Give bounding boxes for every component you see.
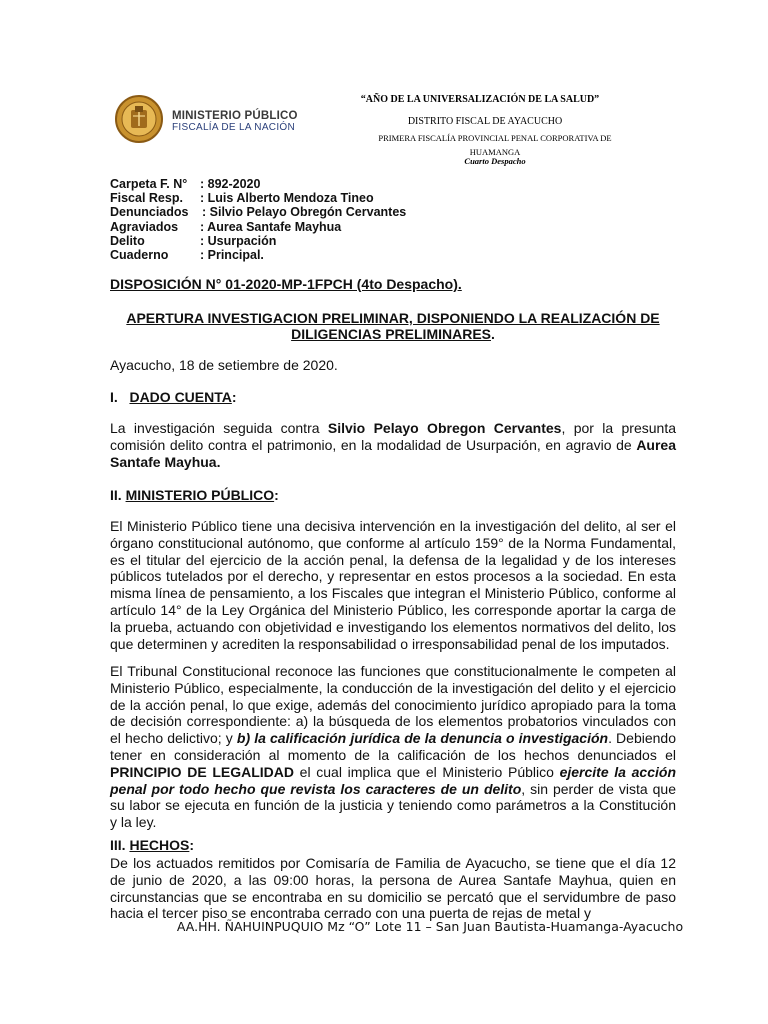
text-run: el cual implica que el Ministerio Público bbox=[294, 763, 560, 780]
case-row-cuaderno bbox=[110, 248, 406, 262]
emphasis-text: ejercite la acción penal por todo hecho que revista los caracteres de un delito bbox=[110, 763, 676, 797]
text-run: . Debiendo tener en consideración al momento de la calificación de los hechos denunciados el bbox=[110, 730, 676, 763]
case-label: Cuaderno bbox=[110, 248, 169, 263]
paragraph-hechos: De los actuados remitidos por Comisaría de Familia de Ayacucho, se tiene que el día 12 de junio de 2020, a las 09:00 horas, la persona de Aurea Santafe Mayhua, quien en circunstancias que se encontraba en su domicilio se percató que el servidumbre de paso hacia el tercer piso se encontraba cerrado con una puerta de rejas de metal y bbox=[110, 855, 676, 922]
footer-address: AA.HH. ÑAHUINPUQUIO Mz “O” Lote 11 – San Juan Bautista-Huamanga-Ayacucho bbox=[176, 919, 684, 934]
case-row-denunciados bbox=[110, 205, 406, 219]
apertura-text: APERTURA INVESTIGACION PRELIMINAR, DISPONIENDO LA REALIZACIÓN DE DILIGENCIAS PRELIMINARES bbox=[126, 310, 660, 342]
apertura-heading bbox=[110, 310, 676, 342]
logo-subtitle: FISCALÍA DE LA NACIÓN bbox=[172, 122, 296, 133]
case-value: : Luis Alberto Mendoza Tineo bbox=[200, 191, 374, 206]
logo-title: MINISTERIO PÚBLICO bbox=[172, 110, 298, 122]
fiscalia-name bbox=[345, 131, 645, 159]
paragraph-dado-cuenta bbox=[110, 420, 676, 470]
section-colon: : bbox=[274, 487, 279, 503]
case-row-fiscal bbox=[110, 191, 406, 205]
case-value: : 892-2020 bbox=[200, 177, 261, 191]
case-label: Delito bbox=[110, 233, 145, 248]
disposicion-text: DISPOSICIÓN N° 01-2020-MP-1FPCH (4to Despacho) bbox=[110, 276, 458, 292]
year-motto: “AÑO DE LA UNIVERSALIZACIÓN DE LA SALUD” bbox=[360, 94, 600, 105]
section-title: MINISTERIO PÚBLICO bbox=[125, 487, 275, 503]
district-name: DISTRITO FISCAL DE AYACUCHO bbox=[407, 116, 563, 127]
text-run: La investigación seguida contra bbox=[110, 420, 328, 436]
ministerio-publico-logo bbox=[114, 94, 304, 144]
paragraph-tribunal-constitucional bbox=[110, 663, 676, 831]
text-run: El Tribunal Constitucional reconoce las funciones que constitucionalmente le competen al Ministerio Público, especialmente, la conducción de la investigación del delito y el ejercicio de la acción penal, lo que exige, además del conocimiento jurídico apropiado para la toma de decisión correspondiente: a) la búsqueda de los elementos probatorios vinculados con el hecho delictivo; y bbox=[110, 663, 676, 747]
case-row-delito bbox=[110, 234, 406, 248]
seal-icon bbox=[114, 94, 164, 144]
case-value: : Aurea Santafe Mayhua bbox=[200, 219, 342, 234]
case-label: Fiscal Resp. bbox=[110, 191, 183, 206]
case-value: : Usurpación bbox=[200, 233, 277, 248]
case-label: Denunciados bbox=[110, 205, 189, 220]
fiscalia-line2: HUAMANGA bbox=[469, 147, 521, 157]
emphasis-text: PRINCIPIO DE LEGALIDAD bbox=[110, 763, 295, 780]
case-row-carpeta bbox=[110, 177, 406, 191]
disposicion-title: DISPOSICIÓN N° 01-2020-MP-1FPCH (4to Despacho). bbox=[110, 276, 462, 292]
section-colon: : bbox=[231, 389, 237, 405]
emphasis-text: b) la calificación jurídica de la denuncia o investigación bbox=[236, 730, 609, 747]
section-heading-ministerio-publico bbox=[110, 487, 279, 503]
case-info bbox=[110, 177, 406, 262]
despacho-label: Cuarto Despacho bbox=[464, 156, 526, 166]
section-title: HECHOS bbox=[129, 837, 190, 853]
accused-name: Silvio Pelayo Obregon Cervantes bbox=[327, 420, 562, 436]
section-colon: : bbox=[189, 837, 195, 853]
document-date: Ayacucho, 18 de setiembre de 2020. bbox=[110, 357, 338, 373]
paragraph-ministerio-publico: El Ministerio Público tiene una decisiva intervención en la investigación del delito, al ser el órgano constitucional autónomo, que conforme al artículo 159° de la Norma Fundamental, es el titular del ejercicio de la acción penal, la defensa de la legalidad y de los intereses públicos tutelados por el derecho, y representar en estos procesos a la sociedad. En esta misma línea de pensamiento, a los Fiscales que integran el Ministerio Público, conforme al artículo 14° de la Ley Orgánica del Ministerio Público, les corresponde aportar la carga de la prueba, actuando con objetividad e investigando los elementos normativos del delito, los que determinen y acrediten la responsabilidad o irresponsabilidad penal de los imputados. bbox=[110, 518, 676, 652]
section-title: DADO CUENTA bbox=[129, 389, 232, 405]
case-label: Agraviados bbox=[110, 219, 179, 234]
section-number: II. bbox=[110, 487, 122, 503]
text-run: , por la presunta comisión delito contra el patrimonio, en la modalidad de Usurpación, en agravio de bbox=[110, 420, 677, 453]
text-run: , sin perder de vista que su labor se ejecuta en función de la justicia y teniendo como parámetros a la Constitución y la ley. bbox=[110, 780, 677, 831]
section-number: III. bbox=[110, 837, 126, 853]
fiscalia-line1: PRIMERA FISCALÍA PROVINCIAL PENAL CORPORATIVA DE bbox=[378, 133, 612, 143]
case-value: : Silvio Pelayo Obregón Cervantes bbox=[202, 205, 407, 220]
victim-name: Aurea Santafe Mayhua. bbox=[110, 436, 676, 470]
apertura-end: . bbox=[491, 326, 495, 342]
section-heading-hechos bbox=[110, 837, 194, 853]
case-label: Carpeta F. N° bbox=[110, 177, 188, 191]
case-value: : Principal. bbox=[200, 248, 264, 263]
section-number: I. bbox=[110, 389, 118, 405]
section-heading-dado-cuenta bbox=[110, 389, 237, 405]
case-row-agraviados bbox=[110, 220, 406, 234]
